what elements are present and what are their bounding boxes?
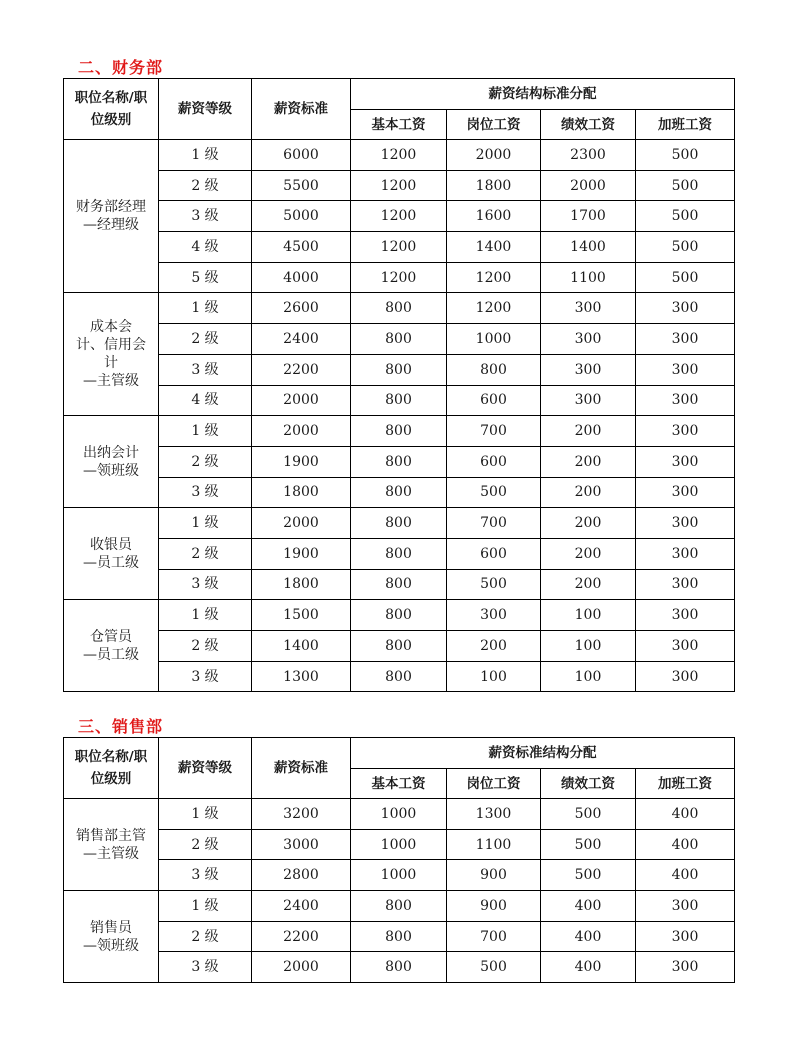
position-line: 计: [104, 355, 118, 372]
overtime-pay-cell: 400: [636, 799, 735, 830]
base-pay-cell: 800: [351, 508, 447, 539]
header-structure: 薪资标准结构分配: [351, 738, 735, 769]
header-performance-pay: 绩效工资: [541, 769, 636, 799]
post-pay-cell: 500: [447, 952, 541, 983]
header-performance-pay: 绩效工资: [541, 110, 636, 140]
header-row: [64, 738, 735, 769]
post-pay-cell: 100: [447, 661, 541, 692]
position-cell: [64, 293, 159, 416]
position-cell: [64, 140, 159, 293]
grade-cell: 2 级: [159, 324, 252, 355]
table-row: [64, 799, 735, 830]
header-structure: 薪资结构标准分配: [351, 79, 735, 110]
overtime-pay-cell: 300: [636, 600, 735, 631]
post-pay-cell: 700: [447, 921, 541, 952]
position-line: 财务部经理: [76, 199, 146, 216]
position-cell: [64, 891, 159, 983]
post-pay-cell: 600: [447, 385, 541, 416]
overtime-pay-cell: 300: [636, 569, 735, 600]
standard-cell: 1900: [252, 446, 351, 477]
performance-pay-cell: 200: [541, 416, 636, 447]
position-line: —经理级: [83, 217, 139, 234]
standard-cell: 2200: [252, 354, 351, 385]
post-pay-cell: 700: [447, 508, 541, 539]
performance-pay-cell: 300: [541, 293, 636, 324]
base-pay-cell: 1200: [351, 262, 447, 293]
performance-pay-cell: 400: [541, 891, 636, 922]
base-pay-cell: 1200: [351, 140, 447, 171]
base-pay-cell: 1000: [351, 799, 447, 830]
performance-pay-cell: 300: [541, 324, 636, 355]
performance-pay-cell: 500: [541, 860, 636, 891]
standard-cell: 1800: [252, 569, 351, 600]
grade-cell: 3 级: [159, 661, 252, 692]
base-pay-cell: 1000: [351, 860, 447, 891]
performance-pay-cell: 2300: [541, 140, 636, 171]
base-pay-cell: 1200: [351, 232, 447, 263]
performance-pay-cell: 2000: [541, 170, 636, 201]
standard-cell: 1300: [252, 661, 351, 692]
grade-cell: 2 级: [159, 631, 252, 662]
overtime-pay-cell: 300: [636, 354, 735, 385]
post-pay-cell: 900: [447, 860, 541, 891]
performance-pay-cell: 100: [541, 631, 636, 662]
overtime-pay-cell: 300: [636, 385, 735, 416]
position-line: —主管级: [83, 373, 139, 390]
standard-cell: 2400: [252, 324, 351, 355]
grade-cell: 3 级: [159, 860, 252, 891]
base-pay-cell: 800: [351, 891, 447, 922]
header-position: 职位名称/职位级别: [64, 79, 159, 140]
table-row: [64, 477, 735, 508]
post-pay-cell: 1200: [447, 262, 541, 293]
grade-cell: 1 级: [159, 140, 252, 171]
header-base-pay: 基本工资: [351, 769, 447, 799]
base-pay-cell: 800: [351, 569, 447, 600]
table-row: [64, 170, 735, 201]
table-row: [64, 354, 735, 385]
base-pay-cell: 1000: [351, 829, 447, 860]
post-pay-cell: 1200: [447, 293, 541, 324]
overtime-pay-cell: 300: [636, 631, 735, 662]
grade-cell: 3 级: [159, 477, 252, 508]
performance-pay-cell: 400: [541, 921, 636, 952]
post-pay-cell: 500: [447, 477, 541, 508]
overtime-pay-cell: 500: [636, 170, 735, 201]
table-row: [64, 416, 735, 447]
performance-pay-cell: 1700: [541, 201, 636, 232]
position-line: —主管级: [83, 845, 139, 862]
base-pay-cell: 800: [351, 416, 447, 447]
base-pay-cell: 800: [351, 324, 447, 355]
base-pay-cell: 800: [351, 921, 447, 952]
post-pay-cell: 600: [447, 446, 541, 477]
post-pay-cell: 200: [447, 631, 541, 662]
overtime-pay-cell: 300: [636, 446, 735, 477]
base-pay-cell: 800: [351, 600, 447, 631]
performance-pay-cell: 300: [541, 354, 636, 385]
table-row: [64, 262, 735, 293]
performance-pay-cell: 1400: [541, 232, 636, 263]
performance-pay-cell: 1100: [541, 262, 636, 293]
performance-pay-cell: 300: [541, 385, 636, 416]
position-line: —员工级: [83, 554, 139, 571]
overtime-pay-cell: 300: [636, 324, 735, 355]
grade-cell: 3 级: [159, 354, 252, 385]
grade-cell: 1 级: [159, 600, 252, 631]
standard-cell: 2600: [252, 293, 351, 324]
post-pay-cell: 1300: [447, 799, 541, 830]
standard-cell: 5000: [252, 201, 351, 232]
base-pay-cell: 1200: [351, 170, 447, 201]
position-line: —员工级: [83, 646, 139, 663]
position-line: 成本会: [90, 319, 132, 336]
post-pay-cell: 1000: [447, 324, 541, 355]
header-row: [64, 79, 735, 110]
post-pay-cell: 1800: [447, 170, 541, 201]
performance-pay-cell: 100: [541, 600, 636, 631]
performance-pay-cell: 200: [541, 538, 636, 569]
header-post-pay: 岗位工资: [447, 769, 541, 799]
table-row: [64, 952, 735, 983]
table-row: [64, 829, 735, 860]
header-standard: 薪资标准: [252, 79, 351, 140]
performance-pay-cell: 500: [541, 829, 636, 860]
overtime-pay-cell: 400: [636, 829, 735, 860]
post-pay-cell: 1400: [447, 232, 541, 263]
section-title-finance: 二、财务部: [78, 58, 164, 77]
performance-pay-cell: 500: [541, 799, 636, 830]
table-row: [64, 324, 735, 355]
grade-cell: 2 级: [159, 829, 252, 860]
header-overtime-pay: 加班工资: [636, 769, 735, 799]
table-row: [64, 201, 735, 232]
position-cell: [64, 799, 159, 891]
grade-cell: 2 级: [159, 170, 252, 201]
grade-cell: 2 级: [159, 538, 252, 569]
grade-cell: 1 级: [159, 416, 252, 447]
overtime-pay-cell: 300: [636, 293, 735, 324]
table-row: [64, 600, 735, 631]
base-pay-cell: 800: [351, 446, 447, 477]
base-pay-cell: 800: [351, 952, 447, 983]
finance-salary-table: [63, 78, 735, 692]
overtime-pay-cell: 300: [636, 952, 735, 983]
post-pay-cell: 900: [447, 891, 541, 922]
table-row: [64, 891, 735, 922]
base-pay-cell: 800: [351, 293, 447, 324]
standard-cell: 2400: [252, 891, 351, 922]
header-grade: 薪资等级: [159, 79, 252, 140]
overtime-pay-cell: 400: [636, 860, 735, 891]
overtime-pay-cell: 300: [636, 538, 735, 569]
grade-cell: 3 级: [159, 569, 252, 600]
overtime-pay-cell: 300: [636, 891, 735, 922]
position-cell: [64, 600, 159, 692]
standard-cell: 1500: [252, 600, 351, 631]
performance-pay-cell: 400: [541, 952, 636, 983]
base-pay-cell: 1200: [351, 201, 447, 232]
grade-cell: 2 级: [159, 446, 252, 477]
standard-cell: 3000: [252, 829, 351, 860]
performance-pay-cell: 200: [541, 446, 636, 477]
overtime-pay-cell: 500: [636, 262, 735, 293]
performance-pay-cell: 200: [541, 508, 636, 539]
base-pay-cell: 800: [351, 385, 447, 416]
table-row: [64, 293, 735, 324]
grade-cell: 1 级: [159, 508, 252, 539]
section-title-sales: 三、销售部: [78, 717, 164, 736]
position-line: 仓管员: [90, 628, 132, 645]
post-pay-cell: 1600: [447, 201, 541, 232]
standard-cell: 2800: [252, 860, 351, 891]
standard-cell: 2200: [252, 921, 351, 952]
post-pay-cell: 800: [447, 354, 541, 385]
header-grade: 薪资等级: [159, 738, 252, 799]
standard-cell: 4000: [252, 262, 351, 293]
position-line: 计、信用会: [76, 337, 146, 354]
overtime-pay-cell: 300: [636, 508, 735, 539]
standard-cell: 2000: [252, 508, 351, 539]
standard-cell: 2000: [252, 385, 351, 416]
post-pay-cell: 600: [447, 538, 541, 569]
grade-cell: 4 级: [159, 232, 252, 263]
grade-cell: 1 级: [159, 293, 252, 324]
overtime-pay-cell: 500: [636, 232, 735, 263]
post-pay-cell: 500: [447, 569, 541, 600]
post-pay-cell: 1100: [447, 829, 541, 860]
table-row: [64, 661, 735, 692]
grade-cell: 1 级: [159, 891, 252, 922]
performance-pay-cell: 200: [541, 569, 636, 600]
grade-cell: 2 级: [159, 921, 252, 952]
table-row: [64, 446, 735, 477]
table-row: [64, 569, 735, 600]
table-row: [64, 538, 735, 569]
standard-cell: 5500: [252, 170, 351, 201]
header-post-pay: 岗位工资: [447, 110, 541, 140]
base-pay-cell: 800: [351, 538, 447, 569]
performance-pay-cell: 200: [541, 477, 636, 508]
grade-cell: 5 级: [159, 262, 252, 293]
position-line: 销售部主管: [76, 827, 146, 844]
post-pay-cell: 300: [447, 600, 541, 631]
position-line: —领班级: [83, 462, 139, 479]
table-row: [64, 508, 735, 539]
header-base-pay: 基本工资: [351, 110, 447, 140]
table-row: [64, 631, 735, 662]
grade-cell: 3 级: [159, 952, 252, 983]
base-pay-cell: 800: [351, 631, 447, 662]
standard-cell: 1800: [252, 477, 351, 508]
overtime-pay-cell: 300: [636, 661, 735, 692]
position-line: —领班级: [83, 937, 139, 954]
grade-cell: 1 级: [159, 799, 252, 830]
position-cell: [64, 508, 159, 600]
sales-salary-table: [63, 737, 735, 983]
position-line: 销售员: [90, 919, 132, 936]
position-cell: [64, 416, 159, 508]
base-pay-cell: 800: [351, 354, 447, 385]
standard-cell: 6000: [252, 140, 351, 171]
table-row: [64, 385, 735, 416]
overtime-pay-cell: 300: [636, 921, 735, 952]
position-line: 出纳会计: [83, 444, 139, 461]
table-row: [64, 232, 735, 263]
standard-cell: 2000: [252, 416, 351, 447]
grade-cell: 3 级: [159, 201, 252, 232]
overtime-pay-cell: 500: [636, 201, 735, 232]
position-line: 收银员: [90, 536, 132, 553]
header-standard: 薪资标准: [252, 738, 351, 799]
post-pay-cell: 700: [447, 416, 541, 447]
overtime-pay-cell: 300: [636, 416, 735, 447]
header-overtime-pay: 加班工资: [636, 110, 735, 140]
base-pay-cell: 800: [351, 477, 447, 508]
table-row: [64, 921, 735, 952]
grade-cell: 4 级: [159, 385, 252, 416]
overtime-pay-cell: 300: [636, 477, 735, 508]
table-row: [64, 140, 735, 171]
table-row: [64, 860, 735, 891]
standard-cell: 1400: [252, 631, 351, 662]
overtime-pay-cell: 500: [636, 140, 735, 171]
standard-cell: 4500: [252, 232, 351, 263]
standard-cell: 3200: [252, 799, 351, 830]
header-position: 职位名称/职位级别: [64, 738, 159, 799]
performance-pay-cell: 100: [541, 661, 636, 692]
standard-cell: 1900: [252, 538, 351, 569]
post-pay-cell: 2000: [447, 140, 541, 171]
base-pay-cell: 800: [351, 661, 447, 692]
standard-cell: 2000: [252, 952, 351, 983]
